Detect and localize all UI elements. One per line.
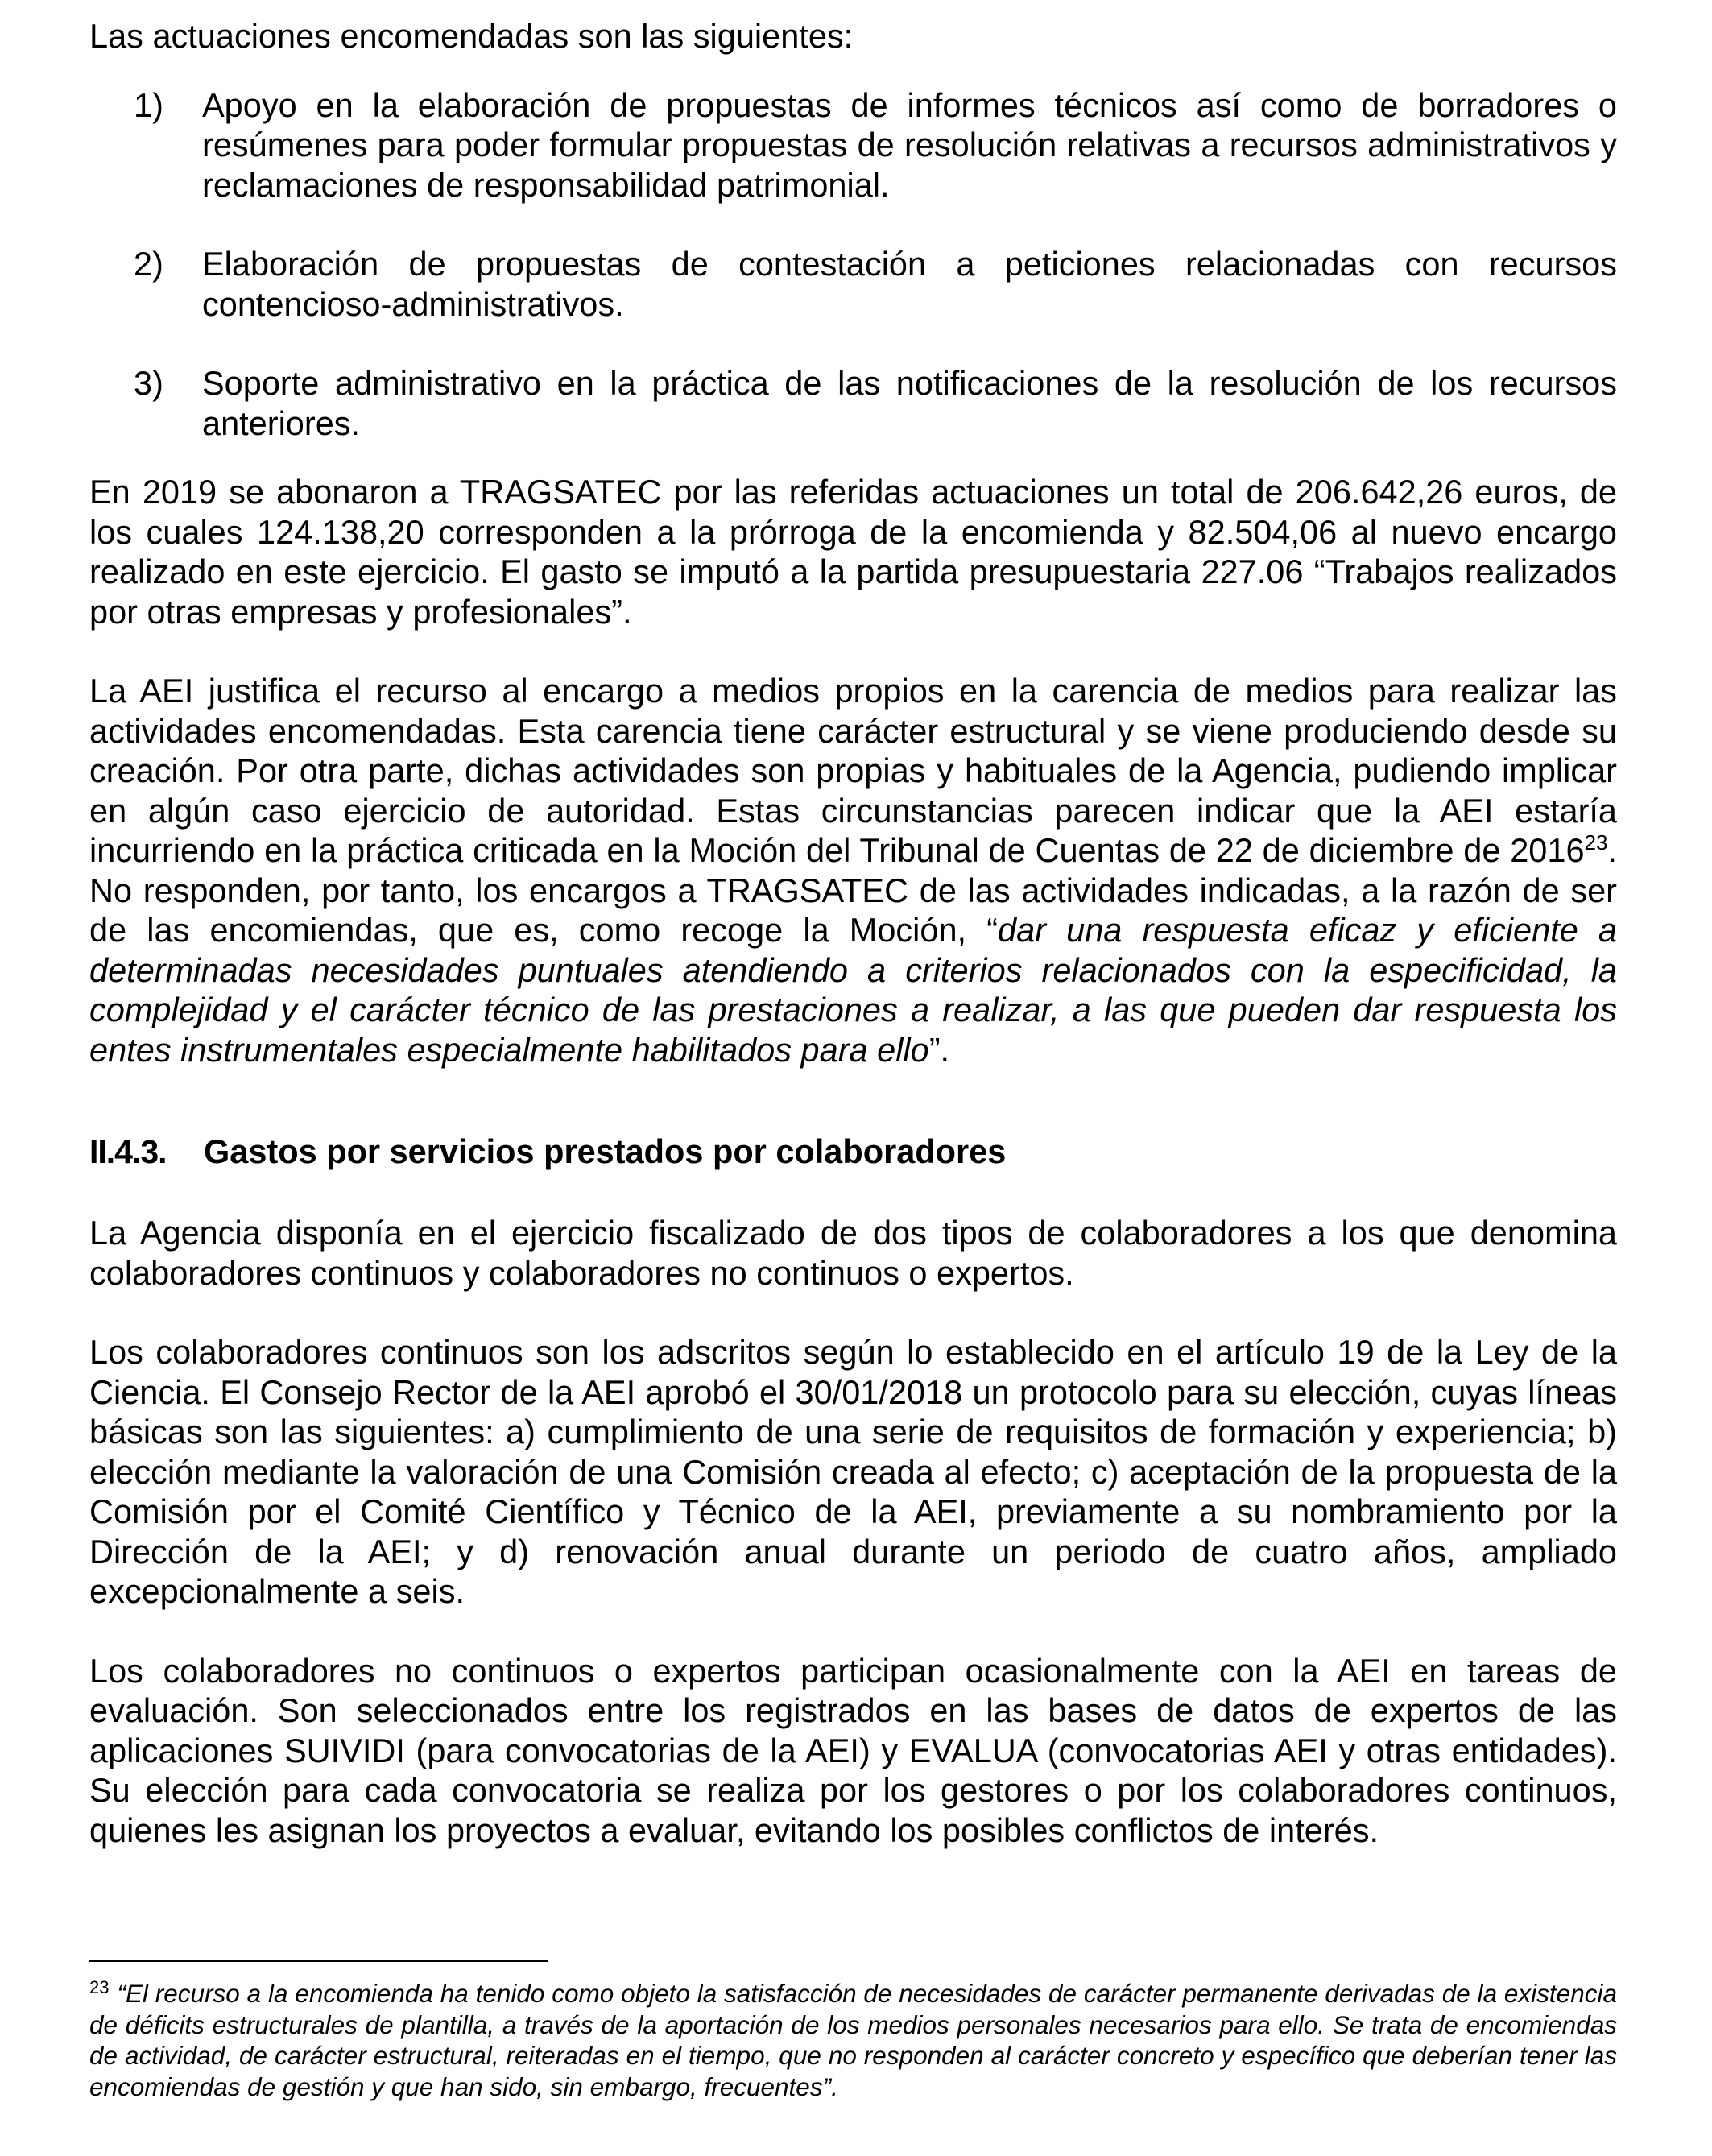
list-item-text: Soporte administrativo en la práctica de las notificaciones de la resolución de los recursos anteriores. — [202, 364, 1617, 442]
list-item-number: 1) — [134, 85, 163, 124]
mocion-quote: dar una respuesta eficaz y eficiente a determinadas necesidades puntuales atendiendo a criterios relacionados con la especificidad, la complejidad y el carácter técnico de las prestaciones a realizar, a las que pueden dar respuesta los entes instrumentales especialmente habilitados para ello — [89, 911, 1617, 1069]
list-item — [89, 244, 1617, 324]
list-item — [89, 85, 1617, 205]
list-item-text: Elaboración de propuestas de contestación a peticiones relacionadas con recursos contencioso-administrativos. — [202, 245, 1617, 323]
section-title: Gastos por servicios prestados por colaboradores — [204, 1132, 1007, 1170]
list-item-text: Apoyo en la elaboración de propuestas de informes técnicos así como de borradores o resúmenes para poder formular propuestas de resolución relativas a recursos administrativos y reclamaciones de responsabilidad patrimonial. — [202, 85, 1617, 204]
actuaciones-list — [89, 85, 1617, 444]
list-item-number: 3) — [134, 364, 163, 402]
paragraph-aei-text: La AEI justifica el recurso al encargo a medios propios en la carencia de medios para realizar las actividades encomendadas. Esta carencia tiene carácter estructural y se viene produciendo desde su creación. Por otra parte, dichas actividades son propias y habituales de la Agencia, pudiendo implicar en algún caso ejercicio de autoridad. Estas circunstancias parecen indicar que la AEI estaría incurriendo en la práctica criticada en la Moción del Tribunal de Cuentas de 22 de diciembre de 2016 — [89, 672, 1617, 869]
list-item-number: 2) — [134, 245, 163, 283]
paragraph-aei — [89, 671, 1617, 1070]
footnote-text: “El recurso a la encomienda ha tenido como objeto la satisfacción de necesidades de carácter permanente derivadas de la existencia de déficits estructurales de plantilla, a través de la aportación de los medios personales necesarios para ello. Se trata de encomiendas de actividad, de carácter estructural, reiteradas en el tiempo, que no responden al carácter concreto y específico que deberían tener las encomiendas de gestión y que han sido, sin embargo, frecuentes”. — [89, 1979, 1617, 2101]
footnote-reference[interactable]: 23 — [1584, 830, 1608, 855]
footnote-number: 23 — [89, 1976, 110, 1997]
paragraph-agencia: La Agencia disponía en el ejercicio fiscalizado de dos tipos de colaboradores a los que denomina colaboradores continuos y colaboradores no continuos o expertos. — [89, 1214, 1617, 1292]
section-number: II.4.3. — [89, 1133, 167, 1170]
paragraph-colaboradores-no-continuos: Los colaboradores no continuos o expertos participan ocasionalmente con la AEI en tareas de evaluación. Son seleccionados entre los registrados en las bases de datos de expertos de las aplicaciones SUIVIDI (para convocatorias de la AEI) y EVALUA (convocatorias AEI y otras entidades). Su elección para cada convocatoria se realiza por los gestores o por los colaboradores continuos, quienes les asignan los proyectos a evaluar, evitando los posibles conflictos de interés. — [89, 1651, 1617, 1849]
footnote — [89, 1978, 1617, 2102]
section-heading — [89, 1132, 1617, 1171]
paragraph-colaboradores-continuos: Los colaboradores continuos son los adscritos según lo establecido en el artículo 19 de la Ley de la Ciencia. El Consejo Rector de la AEI aprobó el 30/01/2018 un protocolo para su elección, cuyas líneas básicas son las siguientes: a) cumplimiento de una serie de requisitos de formación y experiencia; b) elección mediante la valoración de una Comisión creada al efecto; c) aceptación de la propuesta de la Comisión por el Comité Científico y Técnico de la AEI, previamente a su nombramiento por la Dirección de la AEI; y d) renovación anual durante un periodo de cuatro años, ampliado excepcionalmente a seis. — [89, 1333, 1617, 1610]
document-body — [89, 16, 1617, 1889]
paragraph-aei-text: . No responden, por tanto, los encargos a TRAGSATEC de las actividades indicadas, a la razón de ser de las encomiendas, que es, como recoge la Moción, “ — [89, 831, 1617, 949]
paragraph-tragsatec: En 2019 se abonaron a TRAGSATEC por las referidas actuaciones un total de 206.642,26 euros, de los cuales 124.138,20 corresponden a la prórroga de la encomienda y 82.504,06 al nuevo encargo realizado en este ejercicio. El gasto se imputó a la partida presupuestaria 227.06 “Trabajos realizados por otras empresas y profesionales”. — [89, 473, 1617, 631]
list-item — [89, 363, 1617, 443]
footnote-divider — [89, 1960, 548, 1962]
paragraph-aei-text: ”. — [928, 1030, 950, 1069]
intro-paragraph: Las actuaciones encomendadas son las siguientes: — [89, 17, 854, 55]
